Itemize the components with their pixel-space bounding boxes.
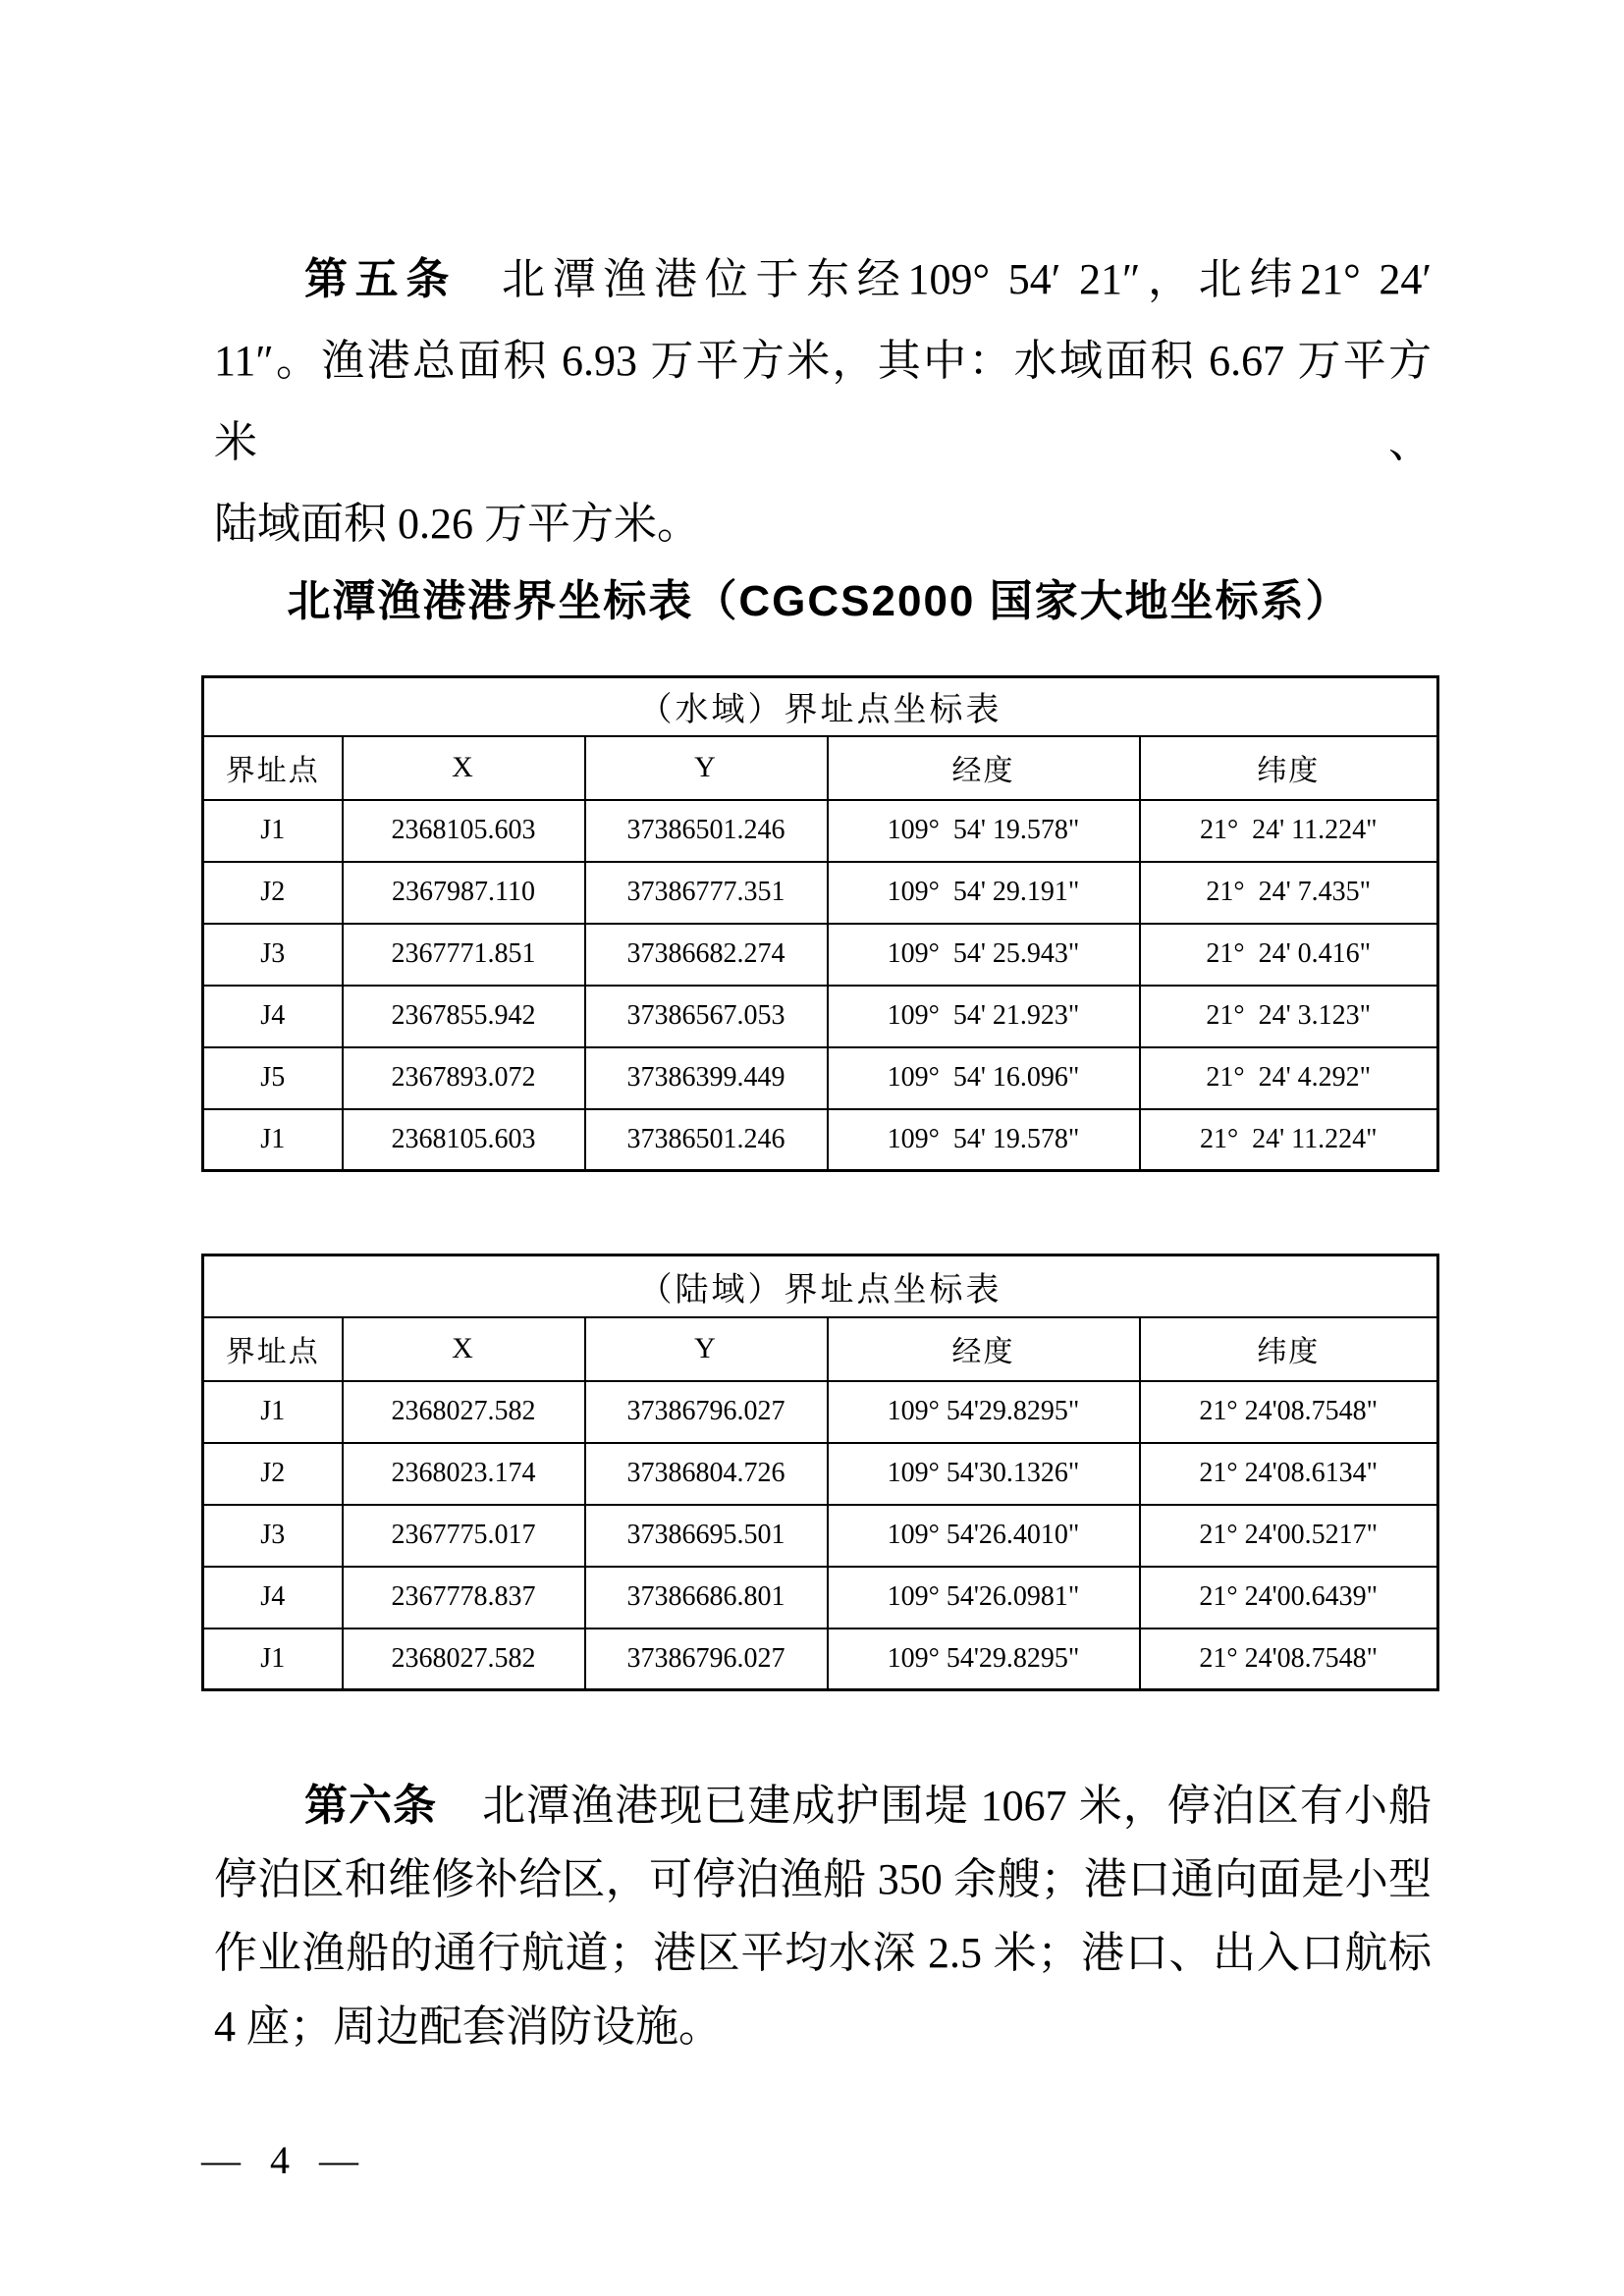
article-5-text-line-3: 陆域面积 0.26 万平方米。 xyxy=(214,500,700,548)
column-header-longitude: 经度 xyxy=(828,1317,1140,1381)
water-table-header-row xyxy=(203,736,1438,800)
cell-x: 2367778.837 xyxy=(343,1567,585,1629)
cell-y: 37386796.027 xyxy=(585,1381,828,1443)
article-5-text-line-2: 11″。渔港总面积 6.93 万平方米，其中：水域面积 6.67 万平方米、 xyxy=(214,337,1432,466)
cell-point-id: J1 xyxy=(203,1109,343,1171)
column-header-point: 界址点 xyxy=(203,1317,343,1381)
table-row xyxy=(203,1047,1438,1109)
cell-latitude: 21° 24'08.6134" xyxy=(1140,1443,1438,1505)
cell-longitude: 109° 54' 21.923" xyxy=(828,986,1140,1047)
cell-point-id: J5 xyxy=(203,1047,343,1109)
land-boundary-table xyxy=(201,1254,1439,1691)
column-header-x: X xyxy=(343,1317,585,1381)
cell-y: 37386399.449 xyxy=(585,1047,828,1109)
article-5-number: 第五条 xyxy=(304,255,458,303)
cell-latitude: 21° 24' 4.292" xyxy=(1140,1047,1438,1109)
article-6-paragraph xyxy=(214,1769,1432,2063)
cell-point-id: J2 xyxy=(203,862,343,924)
cell-longitude: 109° 54'26.4010" xyxy=(828,1505,1140,1567)
cell-point-id: J1 xyxy=(203,800,343,862)
article-6-text-line-4: 4 座；周边配套消防设施。 xyxy=(214,2002,722,2051)
column-header-x: X xyxy=(343,736,585,800)
water-table-subtitle: （水域）界址点坐标表 xyxy=(203,677,1438,736)
cell-x: 2367855.942 xyxy=(343,986,585,1047)
cell-x: 2368027.582 xyxy=(343,1381,585,1443)
land-table-subtitle-row xyxy=(203,1255,1438,1317)
cell-x: 2368023.174 xyxy=(343,1443,585,1505)
cell-y: 37386501.246 xyxy=(585,800,828,862)
column-header-longitude: 经度 xyxy=(828,736,1140,800)
cell-point-id: J2 xyxy=(203,1443,343,1505)
cell-longitude: 109° 54' 25.943" xyxy=(828,924,1140,986)
article-5-paragraph xyxy=(214,239,1432,564)
cell-latitude: 21° 24'00.6439" xyxy=(1140,1567,1438,1629)
cell-latitude: 21° 24'00.5217" xyxy=(1140,1505,1438,1567)
column-header-latitude: 纬度 xyxy=(1140,1317,1438,1381)
cell-longitude: 109° 54' 19.578" xyxy=(828,800,1140,862)
land-table-body xyxy=(203,1381,1438,1690)
cell-latitude: 21° 24'08.7548" xyxy=(1140,1629,1438,1690)
cell-x: 2367775.017 xyxy=(343,1505,585,1567)
cell-latitude: 21° 24' 0.416" xyxy=(1140,924,1438,986)
table-row xyxy=(203,924,1438,986)
table-row xyxy=(203,986,1438,1047)
cell-point-id: J1 xyxy=(203,1381,343,1443)
cell-latitude: 21° 24'08.7548" xyxy=(1140,1381,1438,1443)
paragraph-line xyxy=(214,239,1432,320)
article-6-number: 第六条 xyxy=(304,1782,438,1830)
cell-y: 37386804.726 xyxy=(585,1443,828,1505)
cell-x: 2367987.110 xyxy=(343,862,585,924)
cell-x: 2367893.072 xyxy=(343,1047,585,1109)
cell-point-id: J3 xyxy=(203,924,343,986)
cell-y: 37386777.351 xyxy=(585,862,828,924)
table-row xyxy=(203,1629,1438,1690)
cell-latitude: 21° 24' 11.224" xyxy=(1140,800,1438,862)
water-boundary-table xyxy=(201,675,1439,1172)
article-6-text-line-1: 北潭渔港现已建成护围堤 1067 米，停泊区有小船 xyxy=(482,1782,1433,1830)
column-header-latitude: 纬度 xyxy=(1140,736,1438,800)
cell-longitude: 109° 54' 19.578" xyxy=(828,1109,1140,1171)
cell-point-id: J3 xyxy=(203,1505,343,1567)
article-6-text-line-3: 作业渔船的通行航道；港区平均水深 2.5 米；港口、出入口航标 xyxy=(214,1929,1432,1977)
cell-latitude: 21° 24' 11.224" xyxy=(1140,1109,1438,1171)
cell-longitude: 109° 54'29.8295" xyxy=(828,1629,1140,1690)
table-row xyxy=(203,1443,1438,1505)
table-row xyxy=(203,1109,1438,1171)
cell-longitude: 109° 54'29.8295" xyxy=(828,1381,1140,1443)
cell-y: 37386682.274 xyxy=(585,924,828,986)
article-6-text-line-2: 停泊区和维修补给区，可停泊渔船 350 余艘；港口通向面是小型 xyxy=(214,1855,1432,1903)
table-row xyxy=(203,862,1438,924)
water-table-body xyxy=(203,800,1438,1171)
column-header-point: 界址点 xyxy=(203,736,343,800)
cell-point-id: J1 xyxy=(203,1629,343,1690)
paragraph-line xyxy=(214,1769,1432,1842)
column-header-y: Y xyxy=(585,1317,828,1381)
cell-y: 37386796.027 xyxy=(585,1629,828,1690)
land-table-subtitle: （陆域）界址点坐标表 xyxy=(203,1255,1438,1317)
table-row xyxy=(203,1505,1438,1567)
cell-latitude: 21° 24' 7.435" xyxy=(1140,862,1438,924)
table-row xyxy=(203,800,1438,862)
cell-longitude: 109° 54'26.0981" xyxy=(828,1567,1140,1629)
land-table-header-row xyxy=(203,1317,1438,1381)
cell-point-id: J4 xyxy=(203,986,343,1047)
cell-latitude: 21° 24' 3.123" xyxy=(1140,986,1438,1047)
table-row xyxy=(203,1381,1438,1443)
cell-longitude: 109° 54' 16.096" xyxy=(828,1047,1140,1109)
cell-y: 37386695.501 xyxy=(585,1505,828,1567)
column-header-y: Y xyxy=(585,736,828,800)
cell-x: 2368105.603 xyxy=(343,800,585,862)
cell-x: 2367771.851 xyxy=(343,924,585,986)
cell-x: 2368105.603 xyxy=(343,1109,585,1171)
cell-y: 37386501.246 xyxy=(585,1109,828,1171)
water-table-subtitle-row xyxy=(203,677,1438,736)
cell-longitude: 109° 54' 29.191" xyxy=(828,862,1140,924)
article-5-text-line-1: 北潭渔港位于东经109° 54′ 21″，北纬21° 24′ xyxy=(502,255,1432,303)
cell-longitude: 109° 54'30.1326" xyxy=(828,1443,1140,1505)
cell-y: 37386567.053 xyxy=(585,986,828,1047)
page-number: — 4 — xyxy=(201,2138,368,2182)
cell-x: 2368027.582 xyxy=(343,1629,585,1690)
coordinate-tables-title: 北潭渔港港界坐标表（CGCS2000 国家大地坐标系） xyxy=(287,577,1351,625)
cell-point-id: J4 xyxy=(203,1567,343,1629)
table-row xyxy=(203,1567,1438,1629)
cell-y: 37386686.801 xyxy=(585,1567,828,1629)
